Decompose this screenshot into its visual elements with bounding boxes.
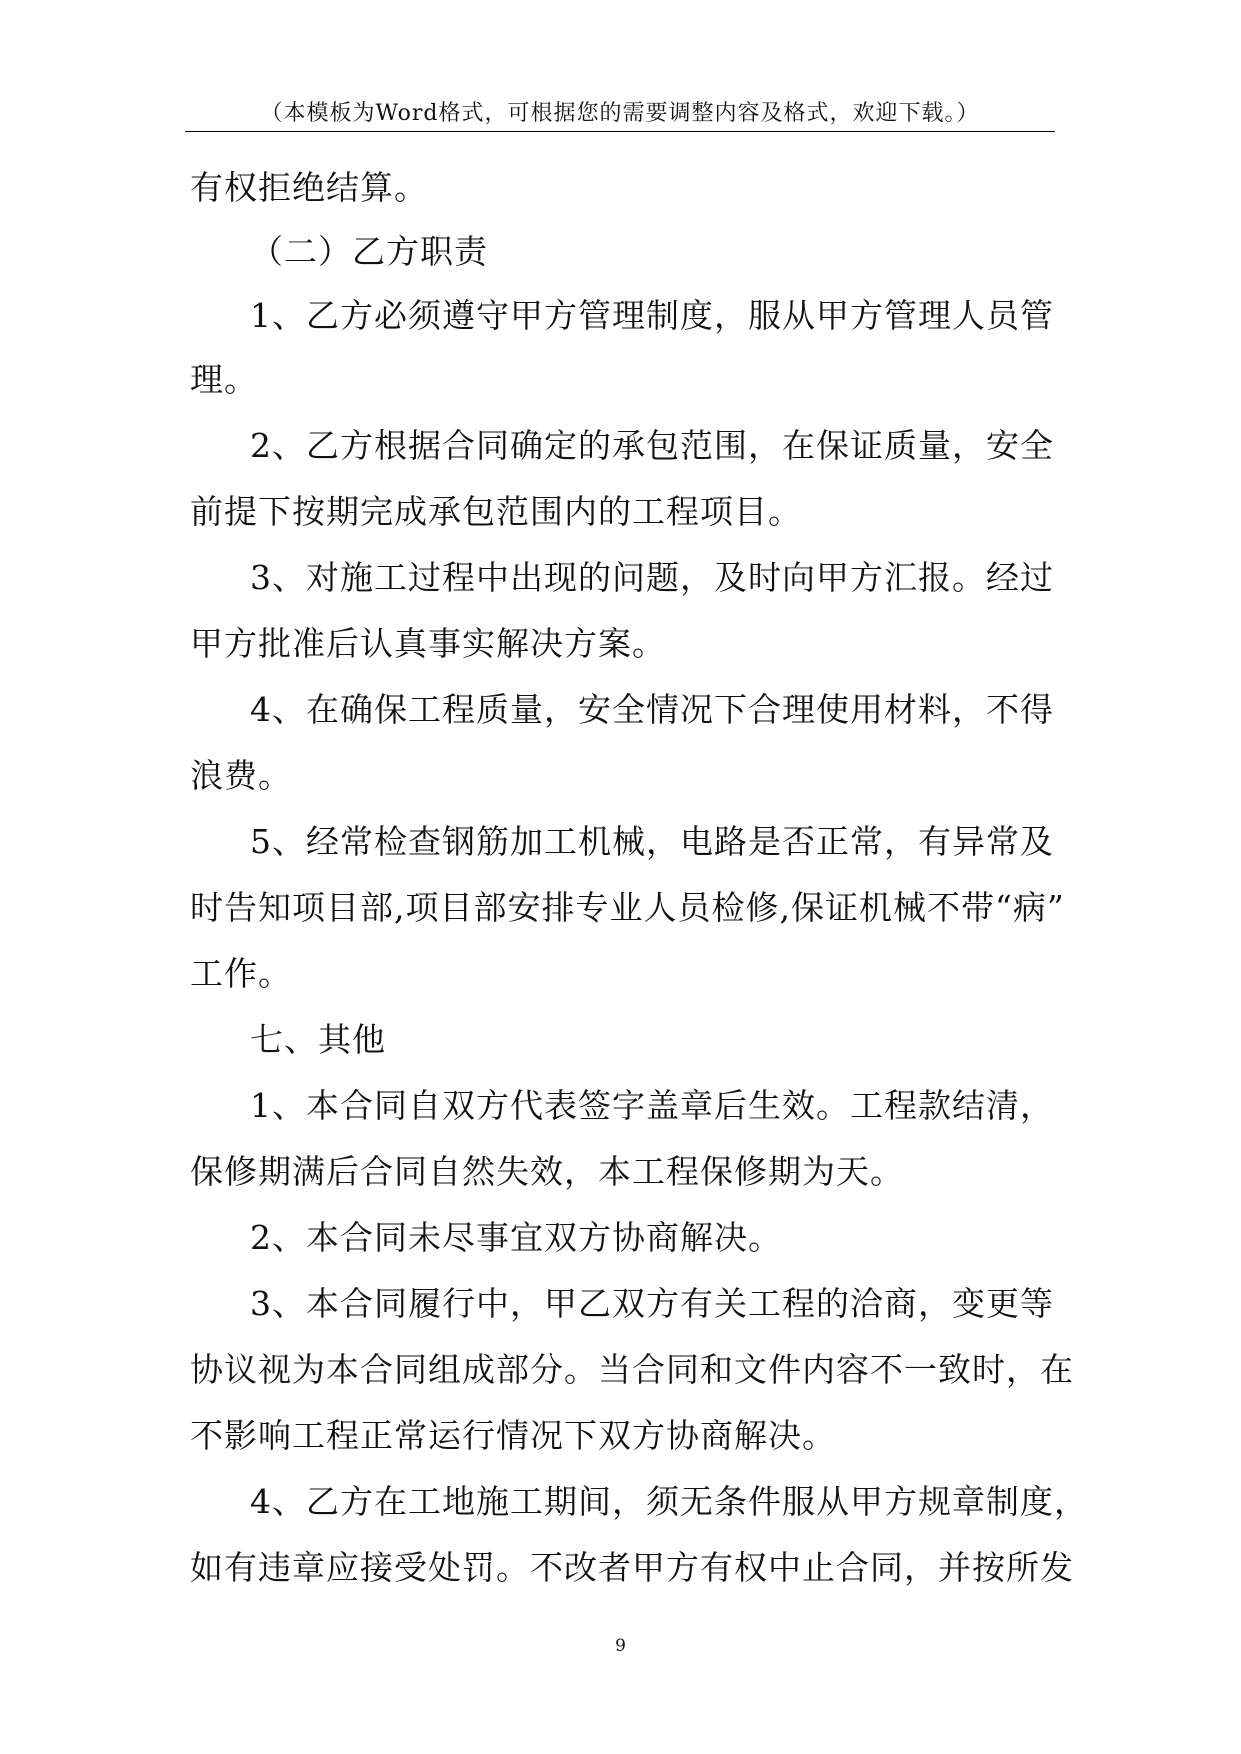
- section-heading-party-b-duties: （二）乙方职责: [250, 232, 488, 271]
- page-number: 9: [615, 1636, 626, 1656]
- text-line-12: 时告知项目部,项目部安排专业人员检修,保证机械不带“病”: [190, 888, 1065, 927]
- text-line-11: 5、经常检查钢筋加工机械，电路是否正常，有异常及: [250, 822, 1054, 861]
- text-line-3: 1、乙方必须遵守甲方管理制度，服从甲方管理人员管: [250, 296, 1054, 335]
- text-line-7: 3、对施工过程中出现的问题，及时向甲方汇报。经过: [250, 558, 1054, 597]
- header-divider: [185, 131, 1055, 132]
- text-line-10: 浪费。: [190, 756, 292, 795]
- text-line-16: 保修期满后合同自然失效，本工程保修期为天。: [190, 1152, 904, 1191]
- text-line-9: 4、在确保工程质量，安全情况下合理使用材料，不得: [250, 690, 1054, 729]
- section-heading-other: 七、其他: [250, 1020, 386, 1059]
- template-note-header: （本模板为Word格式，可根据您的需要调整内容及格式，欢迎下载。）: [260, 101, 980, 126]
- text-line-21: 4、乙方在工地施工期间，须无条件服从甲方规章制度，: [250, 1482, 1088, 1521]
- text-line-20: 不影响工程正常运行情况下双方协商解决。: [190, 1416, 836, 1455]
- text-line-17: 2、本合同未尽事宜双方协商解决。: [250, 1218, 782, 1257]
- text-line-22: 如有违章应接受处罚。不改者甲方有权中止合同，并按所发: [190, 1548, 1074, 1587]
- text-line-19: 协议视为本合同组成部分。当合同和文件内容不一致时，在: [190, 1350, 1074, 1389]
- text-line-13: 工作。: [190, 954, 292, 993]
- text-line-5: 2、乙方根据合同确定的承包范围，在保证质量，安全: [250, 426, 1054, 465]
- text-line-1: 有权拒绝结算。: [190, 168, 428, 207]
- text-line-6: 前提下按期完成承包范围内的工程项目。: [190, 492, 802, 531]
- text-line-8: 甲方批准后认真事实解决方案。: [190, 624, 666, 663]
- text-line-4: 理。: [190, 360, 258, 399]
- text-line-15: 1、本合同自双方代表签字盖章后生效。工程款结清，: [250, 1086, 1054, 1125]
- text-line-18: 3、本合同履行中，甲乙双方有关工程的洽商，变更等: [250, 1284, 1054, 1323]
